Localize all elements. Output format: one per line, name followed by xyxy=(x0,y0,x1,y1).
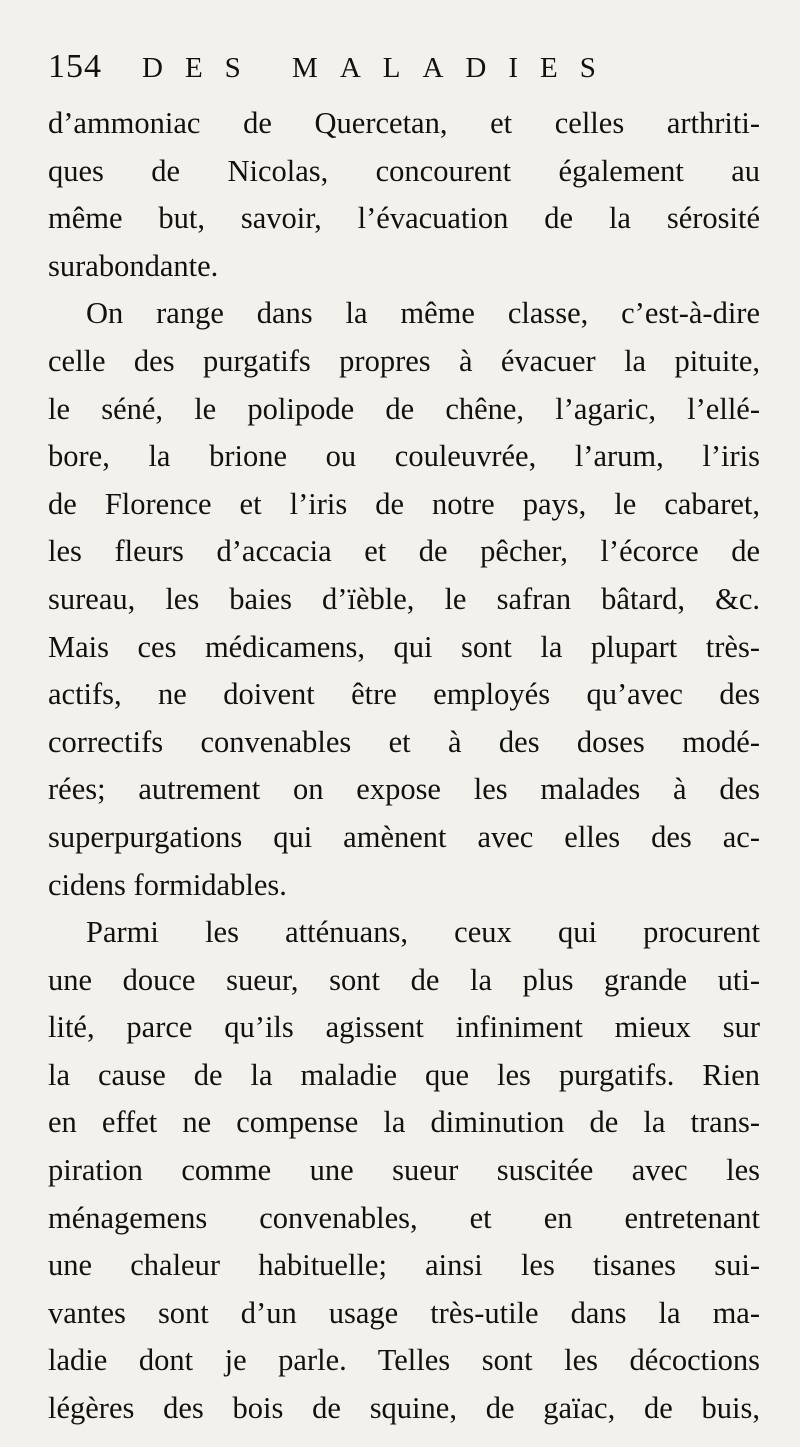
text-line: Mais ces médicamens, qui sont la plupart très- xyxy=(48,629,760,664)
text-line: le séné, le polipode de chêne, l’agaric, l’ellé- xyxy=(48,391,760,426)
text-line: surabondante. xyxy=(48,248,219,283)
text-line: cidens formidables. xyxy=(48,867,287,902)
text-line: rées; autrement on expose les malades à des xyxy=(48,772,760,807)
text-line: la cause de la maladie que les purgatifs. Rien xyxy=(48,1057,760,1092)
text-line: les fleurs d’accacia et de pêcher, l’écorce de xyxy=(48,534,760,569)
text-line: d’ammoniac de Quercetan, et celles arthriti- xyxy=(48,106,760,140)
running-title: DES MALADIES xyxy=(142,52,618,84)
page-number: 154 xyxy=(48,48,102,85)
text-line: piration comme une sueur suscitée avec les xyxy=(48,1153,760,1188)
body-text xyxy=(48,100,760,1433)
text-line: celle des purgatifs propres à évacuer la pituite, xyxy=(48,343,760,378)
text-line: même but, savoir, l’évacuation de la sérosité xyxy=(48,201,760,236)
text-line: ménagemens convenables, et en entretenant xyxy=(48,1200,760,1235)
text-line: une douce sueur, sont de la plus grande uti- xyxy=(48,962,760,997)
text-line: vantes sont d’un usage très-utile dans la ma- xyxy=(48,1295,760,1330)
text-line: correctifs convenables et à des doses modé- xyxy=(48,724,760,759)
text-line: ladie dont je parle. Telles sont les décoctions xyxy=(48,1343,760,1378)
text-line: actifs, ne doivent être employés qu’avec des xyxy=(48,677,760,712)
text-line: On range dans la même classe, c’est-à-dire xyxy=(86,296,760,331)
text-line: lité, parce qu’ils agissent infiniment mieux sur xyxy=(48,1010,760,1045)
text-line: une chaleur habituelle; ainsi les tisanes sui- xyxy=(48,1248,760,1283)
text-line: de Florence et l’iris de notre pays, le cabaret, xyxy=(48,486,760,521)
text-line: Parmi les atténuans, ceux qui procurent xyxy=(86,915,760,950)
text-line: sureau, les baies d’ïèble, le safran bâtard, &c. xyxy=(48,581,760,616)
text-line: ques de Nicolas, concourent également au xyxy=(48,153,760,188)
text-line: superpurgations qui amènent avec elles des ac- xyxy=(48,819,760,854)
text-line: bore, la brione ou couleuvrée, l’arum, l’iris xyxy=(48,439,760,474)
page-header xyxy=(48,48,748,96)
text-line: légères des bois de squine, de gaïac, de buis, xyxy=(48,1391,760,1426)
text-line: en effet ne compense la diminution de la trans- xyxy=(48,1105,760,1140)
